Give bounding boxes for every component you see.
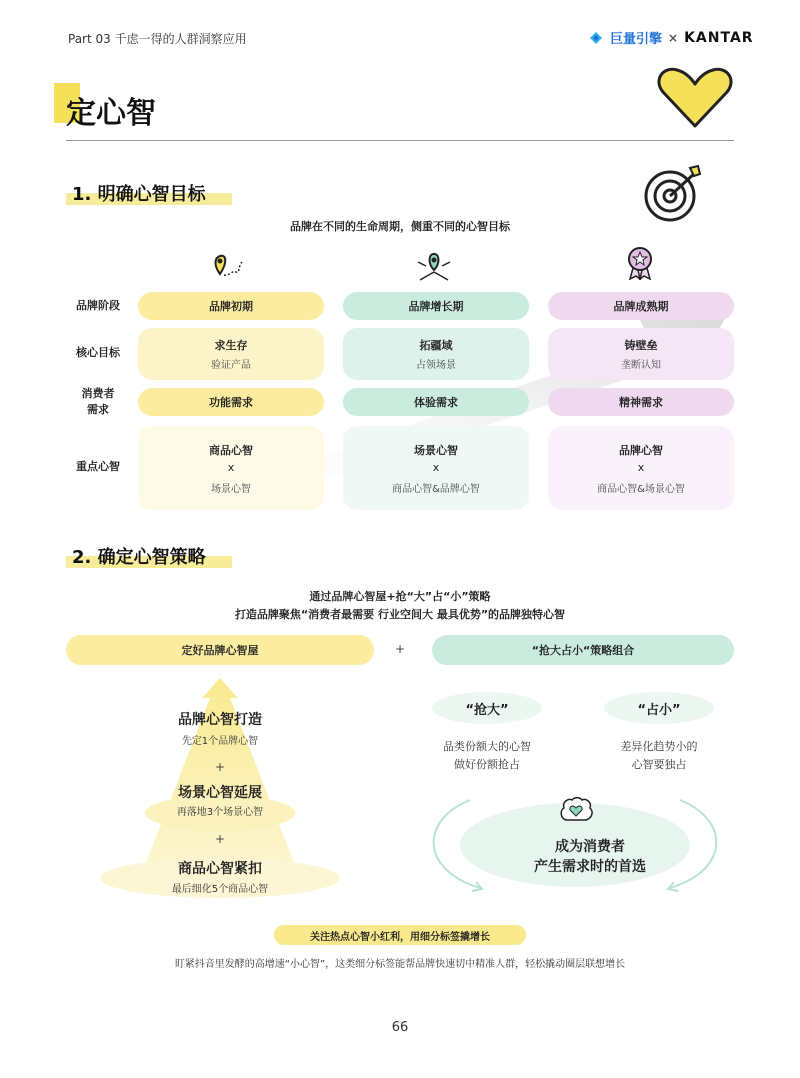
mind-cell	[548, 426, 734, 510]
goal-text: 求生存	[214, 339, 248, 352]
expand-pin-icon	[416, 246, 452, 282]
grab-big-desc-1: 品类份额大的心智	[443, 740, 531, 753]
goal-text: 铸壁垒	[624, 339, 658, 352]
goal-sub-text: 验证产品	[211, 360, 251, 371]
take-small-desc-2: 心智要独占	[631, 758, 687, 771]
center-line-1: 成为消费者	[555, 839, 625, 855]
juliang-logo-icon	[588, 30, 604, 46]
partner-name: KANTAR	[684, 29, 754, 46]
pyramid-level1-title: 品牌心智打造	[178, 712, 262, 728]
section1-title: 1. 明确心智目标	[72, 184, 206, 205]
target-icon	[640, 162, 704, 226]
section2-subtitle-2: 打造品牌聚焦“消费者最需要 行业空间大 最具优势”的品牌独特心智	[234, 608, 566, 621]
stage-cell	[548, 292, 734, 320]
heart-icon	[655, 62, 735, 132]
pyramid-level2-title: 场景心智延展	[178, 785, 262, 801]
need-cell	[138, 388, 324, 416]
mind-x: x	[432, 460, 440, 474]
row-label-goal: 核心目标	[76, 346, 120, 359]
need-cell	[343, 388, 529, 416]
mind-x: x	[227, 460, 235, 474]
plus-sign: +	[394, 642, 406, 656]
stage-text: 品牌初期	[209, 300, 253, 313]
need-text: 功能需求	[209, 396, 253, 409]
mind-sub-text: 场景心智	[211, 483, 251, 495]
take-small-oval: “占小”	[604, 692, 714, 724]
goal-sub-text: 占领场景	[416, 360, 456, 371]
goal-sub-text: 垄断认知	[621, 360, 661, 371]
mind-sub-text: 商品心智&场景心智	[597, 483, 685, 495]
take-small-desc-1: 差异化趋势小的	[620, 740, 698, 753]
mind-cell	[138, 426, 324, 510]
goal-cell	[548, 328, 734, 380]
stage-text: 品牌增长期	[408, 300, 464, 313]
mind-x: x	[637, 460, 645, 474]
center-line-2: 产生需求时的首选	[534, 859, 646, 875]
goal-cell	[343, 328, 529, 380]
need-text: 体验需求	[414, 396, 458, 409]
brand-logos	[588, 28, 754, 47]
pyramid-level3-sub: 最后细化5个商品心智	[171, 884, 269, 895]
page-title: 定心智	[66, 96, 156, 131]
brain-heart-icon	[558, 796, 594, 826]
pyramid-level3-title: 商品心智紧扣	[178, 861, 262, 877]
mind-cell	[343, 426, 529, 510]
section2-subtitle-1: 通过品牌心智屋+抢“大”占“小”策略	[309, 590, 491, 603]
plus-sign: +	[214, 760, 226, 774]
location-pin-icon	[210, 248, 246, 284]
grab-big-oval: “抢大”	[432, 692, 542, 724]
grab-big-desc-2: 做好份额抢占	[454, 758, 520, 771]
stage-cell	[343, 292, 529, 320]
mind-main-text: 商品心智	[209, 443, 253, 457]
title-divider	[66, 140, 734, 141]
need-cell	[548, 388, 734, 416]
row-label-need: 消费者 需求	[81, 387, 115, 416]
part-label: Part 03 千虑一得的人群洞察应用	[68, 32, 247, 46]
stage-text: 品牌成熟期	[613, 300, 669, 313]
mind-main-text: 场景心智	[414, 443, 458, 457]
goal-text: 拓疆域	[419, 339, 453, 352]
need-text: 精神需求	[619, 396, 663, 409]
section2-title: 2. 确定心智策略	[72, 547, 206, 568]
brand-house-bar: 定好品牌心智屋	[66, 635, 374, 665]
section1-subtitle: 品牌在不同的生命周期，侧重不同的心智目标	[290, 220, 510, 233]
brand-separator: ×	[668, 30, 679, 45]
page-number: 66	[391, 1020, 409, 1035]
stage-cell	[138, 292, 324, 320]
strategy-bar: “抢大占小“策略组合	[432, 635, 734, 665]
plus-sign: +	[214, 832, 226, 846]
pyramid-level1-sub: 先定1个品牌心智	[181, 736, 259, 747]
brand-name: 巨量引擎	[610, 32, 663, 47]
medal-star-icon	[622, 244, 658, 280]
goal-cell	[138, 328, 324, 380]
row-label-stage: 品牌阶段	[76, 299, 120, 312]
footer-text: 盯紧抖音里发酵的高增速“小心智”，这类细分标签能帮品牌快速切中精准人群，轻松撬动圈层联想增长	[174, 959, 626, 970]
mind-main-text: 品牌心智	[619, 443, 663, 457]
pyramid-level2-sub: 再落地3个场景心智	[176, 807, 264, 818]
row-label-mind: 重点心智	[76, 460, 120, 473]
mind-sub-text: 商品心智&品牌心智	[392, 483, 480, 495]
highlight-note: 关注热点心智小红利，用细分标签撬增长	[274, 925, 526, 945]
